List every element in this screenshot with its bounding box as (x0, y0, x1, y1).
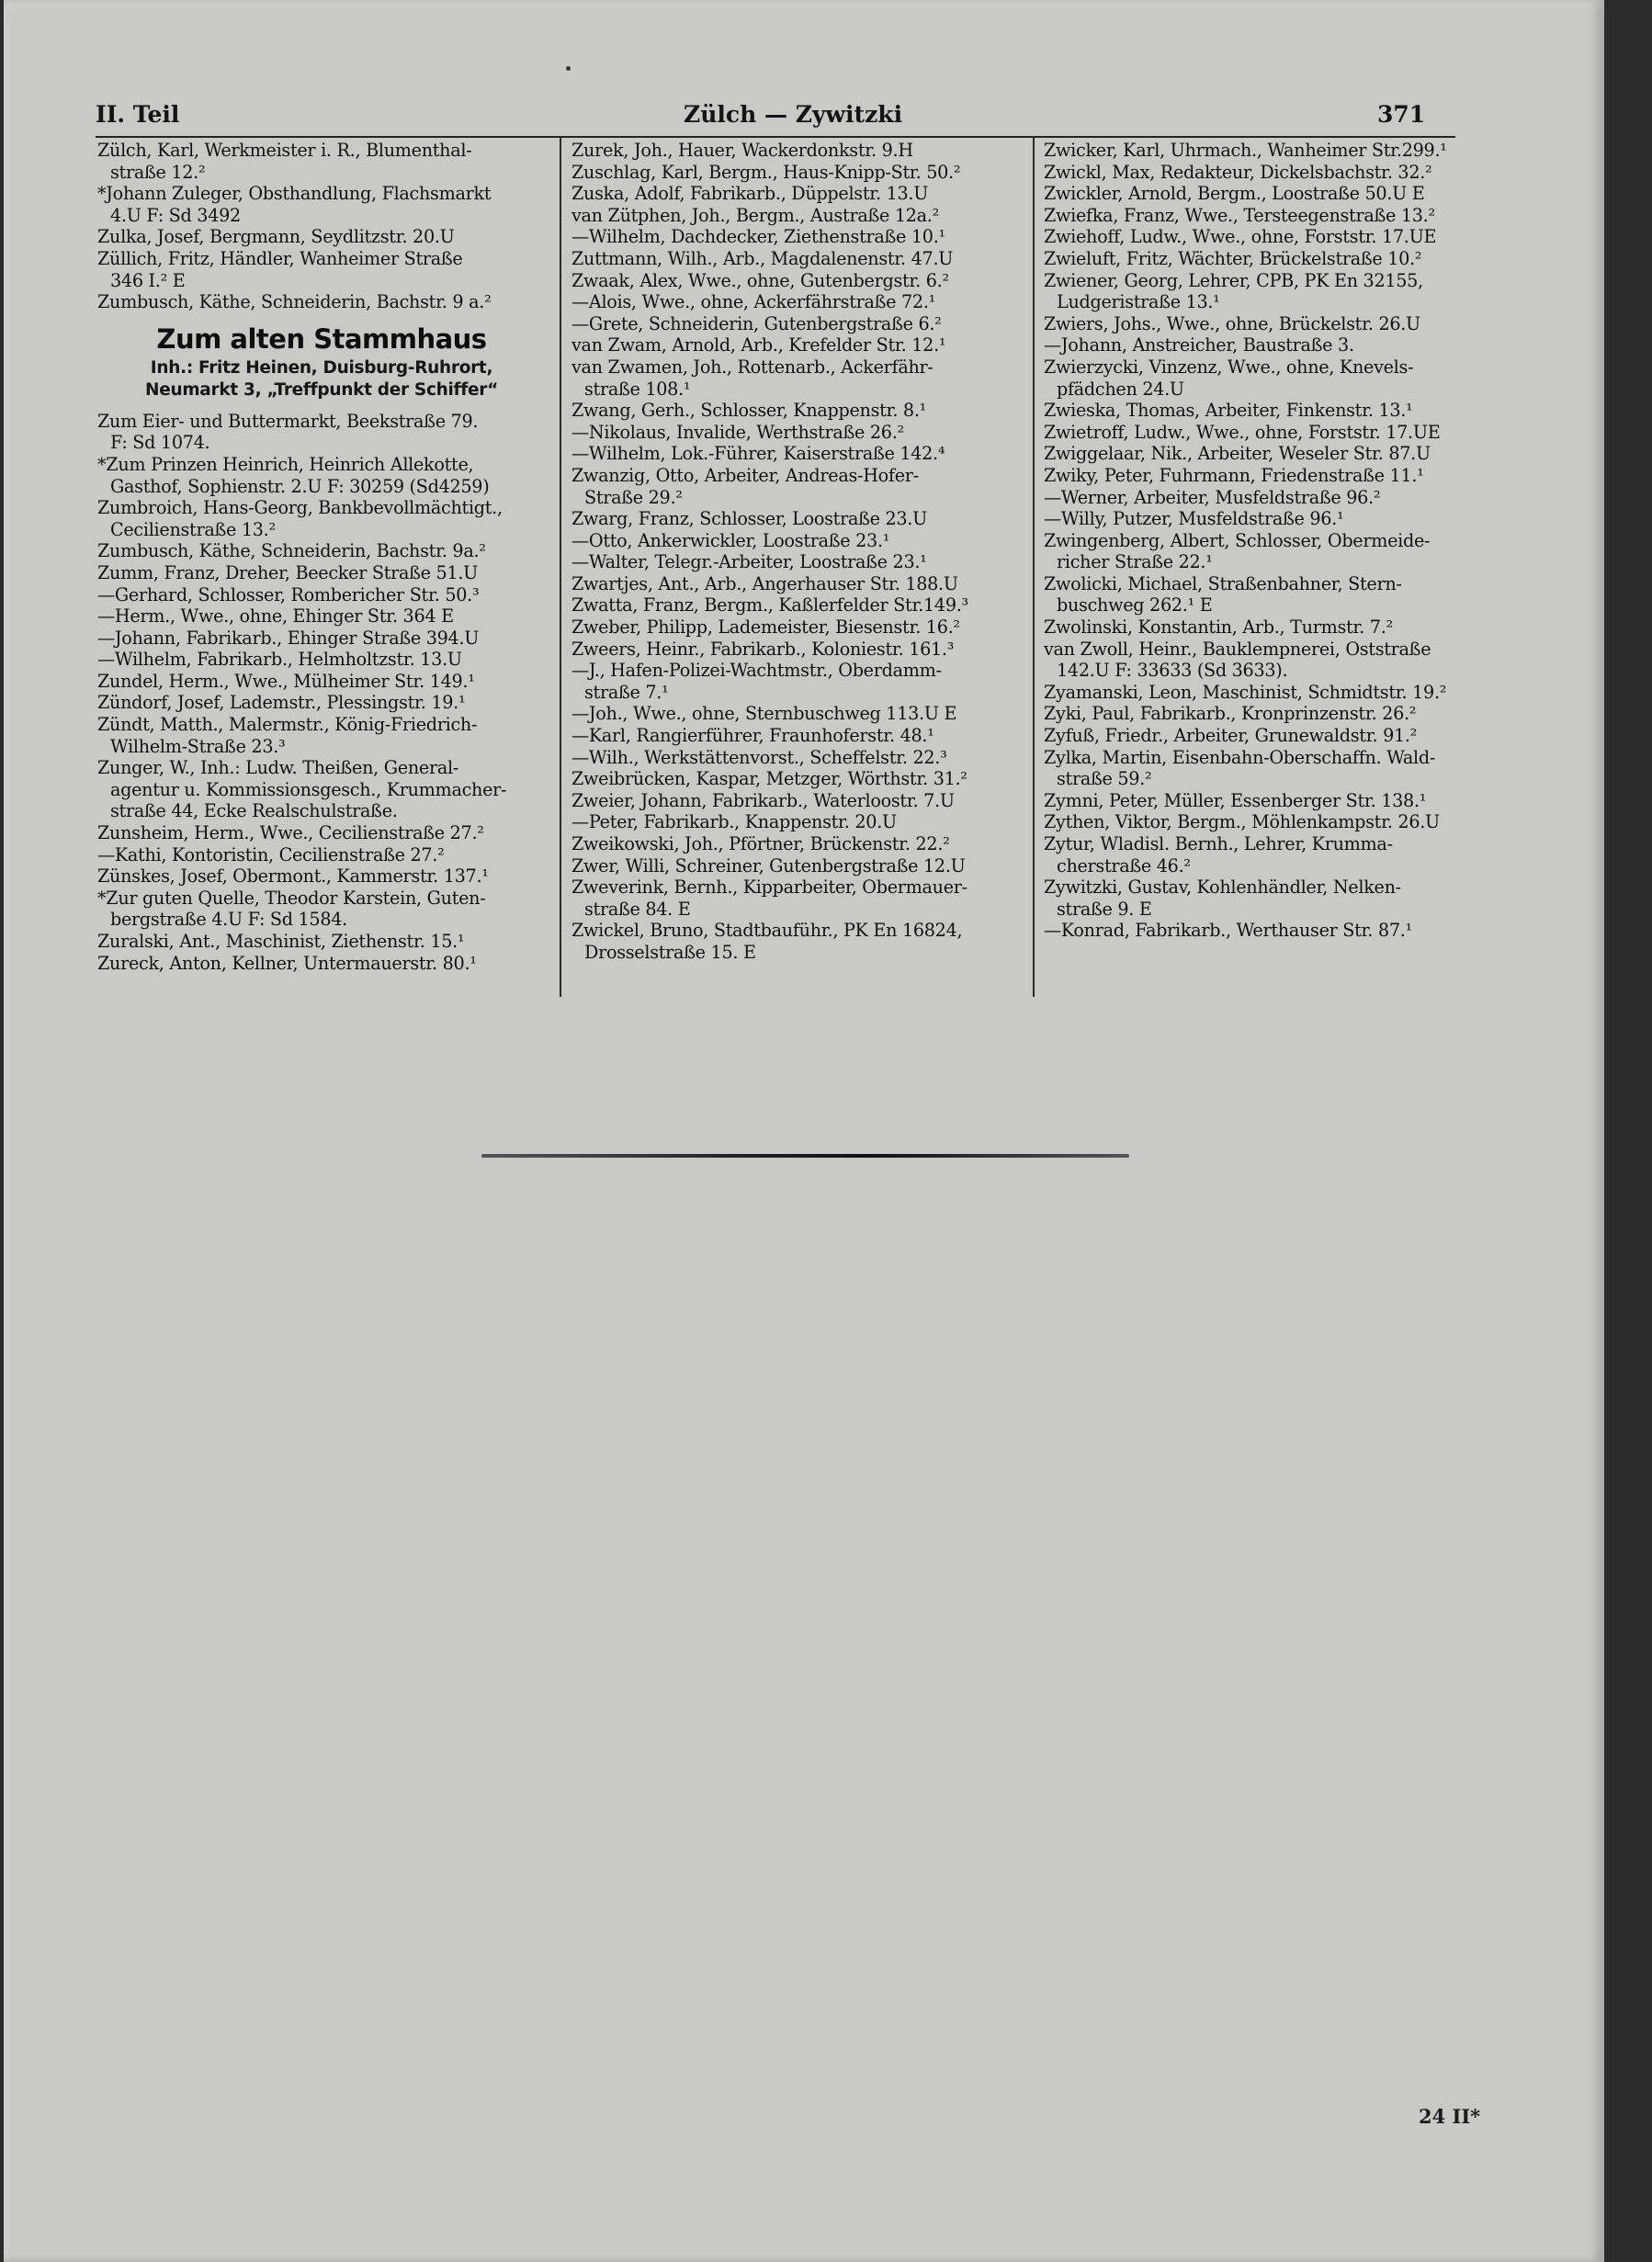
page-number: 371 (1377, 101, 1426, 128)
directory-entry: —Johann, Fabrikarb., Ehinger Straße 394.U (97, 627, 480, 649)
directory-entry: Zunger, W., Inh.: Ludw. Theißen, General- (97, 757, 458, 779)
directory-entry: Zumm, Franz, Dreher, Beecker Straße 51.U (97, 561, 478, 583)
directory-entry: straße 44, Ecke Realschulstraße. (110, 800, 398, 822)
directory-entry: Zweier, Johann, Fabrikarb., Waterloostr. 7.U (571, 789, 955, 811)
directory-entry: Züllich, Fritz, Händler, Wanheimer Straße (97, 247, 463, 269)
directory-entry: Zwang, Gerh., Schlosser, Knappenstr. 8.¹ (571, 400, 927, 422)
directory-entry: buschweg 262.¹ E (1057, 594, 1213, 616)
directory-entry: Zureck, Anton, Kellner, Untermauerstr. 80.¹ (97, 952, 477, 974)
header-rule (96, 136, 1455, 138)
directory-entry: Zuschlag, Karl, Bergm., Haus-Knipp-Str. 50.² (571, 161, 961, 183)
directory-entry: straße 84. E (584, 898, 691, 920)
directory-entry: —Peter, Fabrikarb., Knappenstr. 20.U (571, 811, 897, 833)
directory-entry: cherstraße 46.² (1057, 854, 1191, 877)
name-range: Zülch — Zywitzki (684, 101, 903, 128)
directory-entry: Zwanzig, Otto, Arbeiter, Andreas-Hofer- (571, 464, 919, 486)
column-1-entries-top (97, 140, 546, 313)
directory-entry: Zwicker, Karl, Uhrmach., Wanheimer Str.299.¹ (1044, 140, 1447, 161)
section-label: II. Teil (96, 101, 180, 128)
directory-entry: —Wilhelm, Lok.-Führer, Kaiserstraße 142.⁴ (571, 443, 945, 465)
directory-entry: Zyamanski, Leon, Maschinist, Schmidtstr. 19.² (1044, 681, 1447, 703)
directory-entry: Zwer, Willi, Schreiner, Gutenbergstraße 12.U (571, 854, 966, 877)
directory-entry: Zwiener, Georg, Lehrer, CPB, PK En 32155, (1044, 269, 1423, 291)
directory-entry: —Otto, Ankerwickler, Loostraße 23.¹ (571, 529, 890, 551)
directory-entry: Zwieluft, Fritz, Wächter, Brückelstraße 10.² (1044, 247, 1422, 269)
column-divider-2 (1033, 138, 1035, 997)
directory-entry: straße 9. E (1057, 898, 1152, 920)
directory-entry: van Zwamen, Joh., Rottenarb., Ackerfähr- (571, 356, 933, 378)
directory-entry: Zwiehoff, Ludw., Wwe., ohne, Forststr. 17.UE (1044, 226, 1437, 248)
directory-entry: Zytur, Wladisl. Bernh., Lehrer, Krumma- (1044, 833, 1393, 854)
directory-entry: *Zum Prinzen Heinrich, Heinrich Allekotte, (97, 453, 474, 475)
directory-entry: Zythen, Viktor, Bergm., Möhlenkampstr. 26.U (1044, 811, 1440, 833)
directory-entry: —J., Hafen-Polizei-Wachtmstr., Oberdamm- (571, 660, 942, 682)
directory-entry: Zywitzki, Gustav, Kohlenhändler, Nelken- (1044, 877, 1401, 899)
directory-page (4, 0, 1604, 2262)
directory-entry: van Zütphen, Joh., Bergm., Austraße 12a.² (571, 204, 939, 226)
directory-entry: Zündorf, Josef, Lademstr., Plessingstr. 19.¹ (97, 692, 466, 714)
directory-entry: Drosselstraße 15. E (584, 941, 756, 963)
directory-entry: 346 I.² E (110, 269, 186, 291)
directory-entry: 4.U F: Sd 3492 (110, 204, 241, 226)
column-2 (571, 140, 1026, 964)
directory-entry: Zweibrücken, Kaspar, Metzger, Wörthstr. 31.² (571, 768, 967, 790)
directory-entry: Zunsheim, Herm., Wwe., Cecilienstraße 27.² (97, 822, 484, 844)
directory-entry: Zumbusch, Käthe, Schneiderin, Bachstr. 9a.² (97, 540, 486, 562)
directory-entry: straße 108.¹ (584, 378, 691, 400)
directory-entry: Ludgeristraße 13.¹ (1057, 291, 1220, 313)
directory-entry: Zwietroff, Ludw., Wwe., ohne, Forststr. 17.UE (1044, 421, 1441, 443)
directory-entry: —Wilhelm, Dachdecker, Ziethenstraße 10.¹ (571, 226, 945, 248)
directory-entry: Zumbroich, Hans-Georg, Bankbevollmächtigt., (97, 497, 503, 519)
directory-entry: straße 12.² (110, 161, 206, 183)
directory-entry: bergstraße 4.U F: Sd 1584. (110, 909, 347, 931)
directory-entry: —Nikolaus, Invalide, Werthstraße 26.² (571, 421, 904, 443)
directory-entry: Gasthof, Sophienstr. 2.U F: 30259 (Sd4259) (110, 475, 490, 497)
directory-entry: —Werner, Arbeiter, Musfeldstraße 96.² (1044, 486, 1381, 508)
directory-entry: —Herm., Wwe., ohne, Ehinger Str. 364 E (97, 605, 454, 628)
directory-entry: straße 59.² (1057, 768, 1152, 790)
ink-dot (566, 66, 571, 71)
directory-entry: richer Straße 22.¹ (1057, 551, 1213, 573)
directory-entry: Zuska, Adolf, Fabrikarb., Düppelstr. 13.U (571, 183, 929, 205)
directory-entry: —Wilh., Werkstättenvorst., Scheffelstr. 22.³ (571, 746, 947, 768)
directory-entry: *Johann Zuleger, Obsthandlung, Flachsmarkt (97, 183, 492, 205)
directory-entry: Zwaak, Alex, Wwe., ohne, Gutenbergstr. 6.² (571, 269, 949, 291)
directory-entry: —Grete, Schneiderin, Gutenbergstraße 6.² (571, 312, 942, 334)
advertisement (97, 321, 546, 402)
directory-entry: Zwiggelaar, Nik., Arbeiter, Weseler Str. 87.U (1044, 443, 1431, 465)
directory-entry: Zuttmann, Wilh., Arb., Magdalenenstr. 47.U (571, 247, 954, 269)
signature-mark: 24 II* (1419, 2105, 1481, 2128)
directory-entry: Zweber, Philipp, Lademeister, Biesenstr. 16.² (571, 616, 960, 639)
directory-entry: 142.U F: 33633 (Sd 3633). (1057, 660, 1288, 682)
directory-entry: van Zwam, Arnold, Arb., Krefelder Str. 12.¹ (571, 334, 946, 356)
end-of-listing-line (481, 1154, 1129, 1158)
directory-entry: Zurek, Joh., Hauer, Wackerdonkstr. 9.H (571, 140, 913, 161)
directory-entry: Zwickel, Bruno, Stadtbauführ., PK En 16824, (571, 920, 963, 942)
column-3 (1044, 140, 1474, 942)
column-1 (97, 140, 546, 974)
directory-entry: Zwarg, Franz, Schlosser, Loostraße 23.U (571, 508, 927, 530)
directory-entry: —Karl, Rangierführer, Fraunhoferstr. 48.¹ (571, 725, 934, 747)
directory-entry: Zyfuß, Friedr., Arbeiter, Grunewaldstr. 91.² (1044, 725, 1418, 747)
directory-entry: Zwolinski, Konstantin, Arb., Turmstr. 7.² (1044, 616, 1393, 639)
directory-entry: van Zwoll, Heinr., Bauklempnerei, Oststraße (1044, 638, 1431, 660)
directory-entry: Zwiky, Peter, Fuhrmann, Friedenstraße 11.¹ (1044, 464, 1424, 486)
directory-entry: Zwingenberg, Albert, Schlosser, Obermeide- (1044, 529, 1431, 551)
directory-entry: Zwiefka, Franz, Wwe., Tersteegenstraße 13.² (1044, 204, 1435, 226)
directory-entry: Zyki, Paul, Fabrikarb., Kronprinzenstr. 26.² (1044, 703, 1417, 725)
ad-owner-line: Inh.: Fritz Heinen, Duisburg-Ruhrort, (150, 357, 493, 378)
directory-entry: Zwiers, Johs., Wwe., ohne, Brückelstr. 26.U (1044, 312, 1420, 334)
directory-entry: *Zur guten Quelle, Theodor Karstein, Guten- (97, 887, 486, 909)
directory-entry: Zwartjes, Ant., Arb., Angerhauser Str. 188.U (571, 572, 958, 594)
page-header (96, 101, 1455, 138)
directory-entry: Cecilienstraße 13.² (110, 518, 276, 540)
directory-entry: Zwatta, Franz, Bergm., Kaßlerfelder Str.149.³ (571, 594, 968, 616)
directory-entry: Zwierzycki, Vinzenz, Wwe., ohne, Knevels- (1044, 356, 1414, 378)
ad-address-line: Neumarkt 3, „Treffpunkt der Schiffer“ (145, 379, 498, 400)
directory-entry: Zwickl, Max, Redakteur, Dickelsbachstr. 32.² (1044, 161, 1432, 183)
directory-entry: pfädchen 24.U (1057, 378, 1184, 400)
directory-entry: Zulka, Josef, Bergmann, Seydlitzstr. 20.U (97, 226, 455, 248)
directory-entry: —Joh., Wwe., ohne, Sternbuschweg 113.U E (571, 703, 957, 725)
directory-entry: Zünskes, Josef, Obermont., Kammerstr. 137.¹ (97, 865, 489, 888)
directory-entry: —Wilhelm, Fabrikarb., Helmholtzstr. 13.U (97, 649, 462, 671)
directory-entry: Zwieska, Thomas, Arbeiter, Finkenstr. 13.¹ (1044, 400, 1413, 422)
directory-entry: —Gerhard, Schlosser, Rombericher Str. 50.³ (97, 583, 480, 605)
column-divider-1 (560, 138, 561, 997)
directory-entry: Zülch, Karl, Werkmeister i. R., Blumenthal- (97, 140, 472, 161)
directory-entry: Zylka, Martin, Eisenbahn-Oberschaffn. Wald- (1044, 746, 1436, 768)
directory-entry: Zweikowski, Joh., Pförtner, Brückenstr. 22.² (571, 833, 950, 854)
directory-entry: Zwickler, Arnold, Bergm., Loostraße 50.U E (1044, 183, 1425, 205)
directory-entry: —Walter, Telegr.-Arbeiter, Loostraße 23.¹ (571, 551, 927, 573)
directory-entry: Wilhelm-Straße 23.³ (110, 735, 286, 757)
ad-title: Zum alten Stammhaus (156, 322, 487, 355)
directory-entry: —Alois, Wwe., ohne, Ackerfährstraße 72.¹ (571, 291, 936, 313)
directory-entry: Zweers, Heinr., Fabrikarb., Koloniestr. 161.³ (571, 638, 955, 660)
directory-entry: F: Sd 1074. (110, 432, 210, 454)
directory-entry: Zymni, Peter, Müller, Essenberger Str. 138.¹ (1044, 789, 1427, 811)
directory-entry: Zuralski, Ant., Maschinist, Ziethenstr. 15.¹ (97, 931, 465, 952)
directory-entry: —Willy, Putzer, Musfeldstraße 96.¹ (1044, 508, 1344, 530)
directory-entry: straße 7.¹ (584, 681, 669, 703)
directory-entry: —Johann, Anstreicher, Baustraße 3. (1044, 334, 1354, 356)
directory-entry: Zweverink, Bernh., Kipparbeiter, Obermauer- (571, 877, 967, 899)
directory-entry: —Kathi, Kontoristin, Cecilienstraße 27.² (97, 843, 445, 865)
directory-entry: Zundel, Herm., Wwe., Mülheimer Str. 149.¹ (97, 670, 475, 692)
directory-entry: Zündt, Matth., Malermstr., König-Friedrich- (97, 714, 478, 736)
directory-entry: agentur u. Kommissionsgesch., Krummacher- (110, 778, 507, 800)
directory-entry: —Konrad, Fabrikarb., Werthauser Str. 87.¹ (1044, 920, 1412, 942)
directory-entry: Zum Eier- und Buttermarkt, Beekstraße 79. (97, 410, 479, 432)
directory-entry: Straße 29.² (584, 486, 683, 508)
directory-entry: Zwolicki, Michael, Straßenbahner, Stern- (1044, 572, 1402, 594)
column-1-entries-bottom (97, 411, 546, 974)
directory-entry: Zumbusch, Käthe, Schneiderin, Bachstr. 9 a.² (97, 291, 492, 313)
